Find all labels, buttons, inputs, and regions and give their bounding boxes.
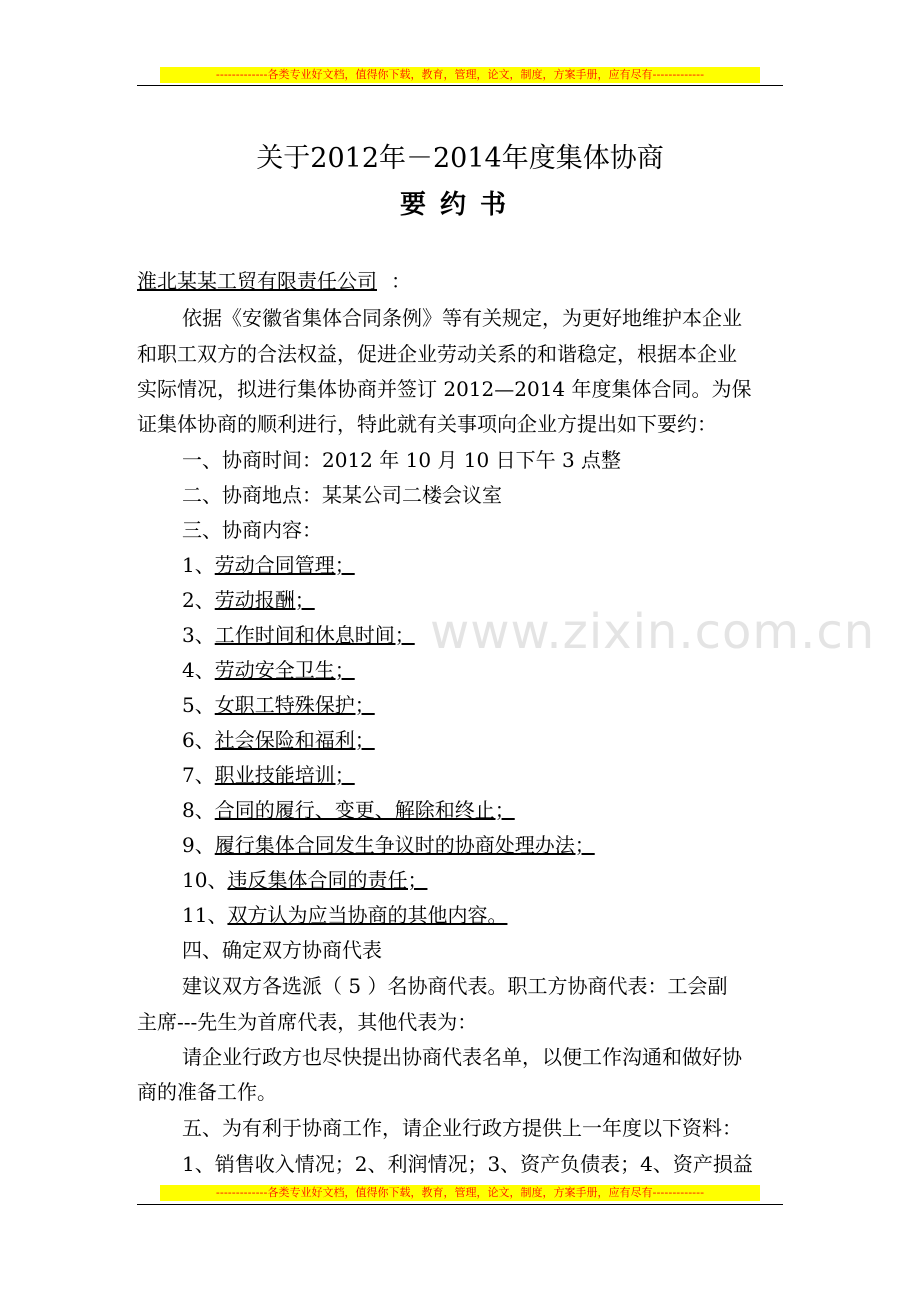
watermark: www.zixin.com.cn [430,604,876,660]
list-item-num: 10、 [182,868,228,892]
list-item [182,761,355,789]
materials-line-1: 1、销售收入情况；2、利润情况；3、资产负债表；4、资产损益 [182,1152,753,1176]
page-subtitle: 要约书 [399,190,520,220]
addressee-company: 淮北某某工贸有限责任公司 [137,269,377,293]
list-item-num: 3、 [182,623,215,647]
list-item-text: 双方认为应当协商的其他内容。 [227,903,508,927]
list-item [182,866,427,894]
intro-line-3: 实际情况，拟进行集体协商并签订 2012—2014 年度集体合同。为保 [137,377,752,401]
list-item [182,691,375,719]
list-item-num: 9、 [182,833,215,857]
page-title: 关于2012年－2014年度集体协商 [256,143,664,174]
list-item-num: 8、 [182,798,215,822]
intro-line-4: 证集体协商的顺利进行，特此就有关事项向企业方提出如下要约： [137,412,717,436]
representatives-line-1: 建议双方各选派（ 5 ）名协商代表。职工方协商代表：工会副 [182,974,728,998]
list-item-num: 5、 [182,693,215,717]
section-place: 二、协商地点：某某公司二楼会议室 [182,483,502,507]
list-item [182,621,415,649]
list-item-num: 7、 [182,763,215,787]
list-item-text: 劳动合同管理； [214,553,355,577]
addressee-colon: ： [391,269,411,293]
list-item-num: 6、 [182,728,215,752]
list-item-num: 11、 [182,903,228,927]
list-item [182,726,375,754]
addressee-line [137,267,411,295]
list-item-text: 违反集体合同的责任； [227,868,428,892]
list-item-num: 2、 [182,588,215,612]
footer-banner: -------------各类专业好文档，值得你下载，教育，管理，论文，制度，方案手册，应有尽有------------- [160,1185,760,1201]
list-item [182,551,355,579]
section-content-heading: 三、协商内容： [182,518,322,542]
list-item-text: 社会保险和福利； [214,728,375,752]
list-item [182,901,507,929]
intro-line-2: 和职工双方的合法权益，促进企业劳动关系的和谐稳定，根据本企业 [137,342,737,366]
list-item [182,586,315,614]
list-item [182,796,515,824]
list-item [182,831,595,859]
footer-rule [137,1204,783,1205]
representatives-line-3: 请企业行政方也尽快提出协商代表名单，以便工作沟通和做好协 [182,1045,742,1069]
intro-line-1: 依据《安徽省集体合同条例》等有关规定，为更好地维护本企业 [182,306,742,330]
header-banner: -------------各类专业好文档，值得你下载，教育，管理，论文，制度，方案手册，应有尽有------------- [160,67,760,83]
section-time: 一、协商时间：2012 年 10 月 10 日下午 3 点整 [182,448,622,472]
list-item-text: 职业技能培训； [214,763,355,787]
list-item-text: 工作时间和休息时间； [214,623,415,647]
list-item [182,656,355,684]
list-item-text: 女职工特殊保护； [214,693,375,717]
list-item-num: 4、 [182,658,215,682]
list-item-text: 履行集体合同发生争议时的协商处理办法； [214,833,595,857]
list-item-num: 1、 [182,553,215,577]
representatives-line-2: 主席---先生为首席代表，其他代表为： [137,1010,478,1034]
list-item-text: 合同的履行、变更、解除和终止； [214,798,515,822]
header-rule [137,85,783,86]
list-item-text: 劳动报酬； [214,588,315,612]
list-item-text: 劳动安全卫生； [214,658,355,682]
section-representatives-heading: 四、确定双方协商代表 [182,938,382,962]
section-materials-heading: 五、为有利于协商工作，请企业行政方提供上一年度以下资料： [182,1116,742,1140]
representatives-line-4: 商的准备工作。 [137,1080,277,1104]
